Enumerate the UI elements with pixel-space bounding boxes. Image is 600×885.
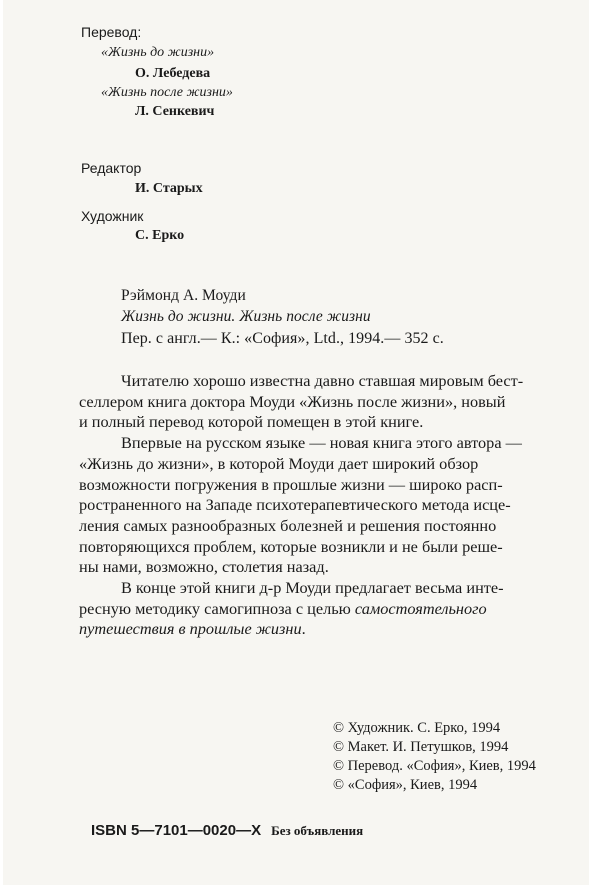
bib-imprint: Пер. с англ.— К.: «София», Ltd., 1994.— 352 с.	[121, 330, 444, 347]
p3-line-2	[79, 599, 593, 620]
p2-line-6: повторяющихся проблем, которые возникли и не были реше-	[79, 536, 503, 556]
p2-line-4: ространенного на Западе психотерапевтического метода исце-	[79, 495, 511, 515]
p1-line-3: и полный перевод которой помещен в этой книге.	[79, 412, 424, 432]
page	[3, 0, 594, 885]
artist-name: С. Ерко	[135, 228, 185, 243]
artist-label: Художник	[81, 208, 144, 224]
book2-title: «Жизнь после жизни»	[101, 85, 233, 100]
book1-translator: О. Лебедева	[135, 66, 211, 81]
annotation	[79, 371, 593, 640]
book1-title: «Жизнь до жизни»	[101, 45, 215, 60]
copyright-translation: © Перевод. «София», Киев, 1994	[333, 758, 536, 774]
p2-line-1: Впервые на русском языке — новая книга этого автора —	[121, 433, 522, 453]
p3-line-2-italic: самостоятельного	[354, 598, 487, 618]
editor-label: Редактор	[81, 160, 142, 176]
p3-line-3-italic: путешествия в прошлые жизни	[79, 619, 302, 639]
translation-label: Перевод:	[81, 24, 142, 40]
p1-line-1: Читателю хорошо известна давно ставшая мировым бест-	[121, 371, 524, 390]
p2-line-5: ления самых разнообразных болезней и решения постоянно	[79, 515, 497, 535]
isbn-line	[91, 822, 363, 840]
p2-line-2: «Жизнь до жизни», в которой Моуди дает широкий обзор	[79, 453, 479, 473]
copyright-layout: © Макет. И. Петушков, 1994	[333, 739, 509, 755]
p2-line-3: возможности погружения в прошлые жизни — широко расп-	[79, 474, 503, 494]
p3-line-2-text: ресную методику самогипноза с целью	[79, 598, 351, 618]
p3-line-3	[79, 619, 593, 640]
isbn-note: Без объявления	[271, 823, 364, 838]
copyright-artist: © Художник. С. Ерко, 1994	[333, 720, 501, 736]
p1-line-2: селлером книга доктора Моуди «Жизнь после жизни», новый	[79, 391, 506, 411]
bib-title: Жизнь до жизни. Жизнь после жизни	[121, 308, 371, 325]
book2-translator: Л. Сенкевич	[135, 104, 215, 119]
copyright-publisher: © «София», Киев, 1994	[333, 777, 478, 793]
p3-line-1: В конце этой книги д-р Моуди предлагает весьма инте-	[121, 578, 504, 598]
bib-author: Рэймонд А. Моуди	[121, 287, 246, 304]
p3-line-3-end: .	[301, 619, 306, 639]
page-edge	[589, 0, 600, 885]
p2-line-7: ны нами, возможно, столетия назад.	[79, 557, 329, 577]
editor-name: И. Старых	[135, 181, 203, 196]
isbn-number: ISBN 5—7101—0020—X	[91, 822, 262, 839]
